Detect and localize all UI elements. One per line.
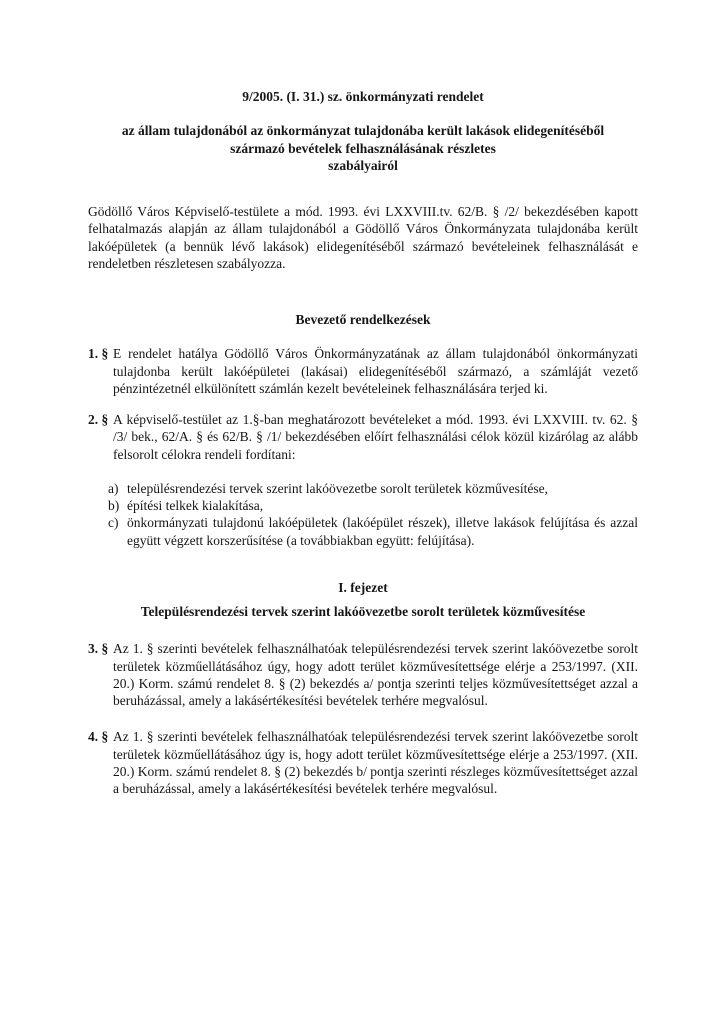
paragraph-text: Az 1. § szerinti bevételek felhasználhatóak településrendezési tervek szerint lakóövezetbe sorolt területek közműellátásához úgy, hogy adott terület közművesítettsége elérje a 253/1997. (XII. 20.) Korm. számú rendelet 8. § (2) bekezdés a/ pontja szerinti teljes közművesítettséget azzal a beruházással, amely a lakásértékesítési bevételek terhére megvalósul. <box>113 641 638 708</box>
section-heading-bevezeto: Bevezető rendelkezések <box>295 312 431 327</box>
law-paragraph-2 <box>88 411 638 463</box>
goal-marker: a) <box>108 480 119 496</box>
paragraph-marker: 2. § <box>88 412 109 427</box>
document-subtitle <box>88 122 638 174</box>
goal-text: településrendezési tervek szerint lakóövezetbe sorolt területek közművesítése, <box>127 480 548 496</box>
law-paragraph-1 <box>88 345 638 397</box>
paragraph-marker: 3. § <box>88 641 109 657</box>
goal-marker: b) <box>108 498 120 513</box>
usage-goal-list <box>88 480 638 549</box>
subtitle-line: az állam tulajdonából az önkormányzat tulajdonába került lakások elidegenítéséből <box>121 123 605 139</box>
paragraph-text: E rendelet hatálya Gödöllő Város Önkormányzatának az állam tulajdonából önkormányzati tulajdonba került lakóépületei (lakásai) elidegenítéséből származó, a számláját vezető pénzintézetnél elkülönített számlán kezelt bevételeinek felhasználására terjed ki. <box>113 346 638 396</box>
goal-marker: c) <box>108 515 119 531</box>
intro-paragraph: Gödöllő Város Képviselő-testülete a mód. 1993. évi LXXVIII.tv. 62/B. § /2/ bekezdésében kapott felhatalmazás alapján az állam tulajdonából a Gödöllő Város Önkormányzata tulajdonába került lakóépületek (a bennük lévő lakások) elidegenítéséből származó bevételeinek felhasználását e rendeletben részletesen szabályozza. <box>88 204 638 271</box>
paragraph-marker: 1. § <box>88 346 109 362</box>
chapter-number-heading: I. fejezet <box>338 579 388 595</box>
law-paragraph-4 <box>88 728 638 797</box>
paragraph-text: Az 1. § szerinti bevételek felhasználhatóak településrendezési tervek szerint lakóövezetbe sorolt területek közműellátásához úgy is, hogy adott terület közművesítettsége elérje a 253/1997. (XII. 20.) Korm. számú rendelet 8. § (2) bekezdés b/ pontja szerinti részleges közművesítettséget azzal a beruházással, amely a lakásértékesítési bevételek terhére megvalósul. <box>113 729 638 796</box>
subtitle-line: szabályairól <box>328 157 398 173</box>
chapter-title-heading: Településrendezési tervek szerint lakóövezetbe sorolt területek közművesítése <box>140 604 586 619</box>
usage-goal-b <box>88 497 638 514</box>
usage-goal-a <box>88 480 638 497</box>
document-title: 9/2005. (I. 31.) sz. önkormányzati rendelet <box>242 89 484 104</box>
usage-goal-c <box>88 514 638 549</box>
law-paragraph-3 <box>88 640 638 709</box>
paragraph-marker: 4. § <box>88 729 109 745</box>
subtitle-line: származó bevételek felhasználásának részletes <box>230 140 496 156</box>
goal-text: építési telkek kialakítása, <box>127 498 264 513</box>
paragraph-text: A képviselő-testület az 1.§-ban meghatározott bevételeket a mód. 1993. évi LXXVIII. tv. 62. § /3/ bek., 62/A. § és 62/B. § /1/ bekezdésében előírt felhasználási célok közül kizárólag az alább felsorolt célokra rendeli fordítani: <box>113 412 638 462</box>
goal-text: önkormányzati tulajdonú lakóépületek (lakóépület részek), illetve lakások felújítása és azzal együtt végzett korszerűsítése (a továbbiakban együtt: felújítása). <box>127 515 638 548</box>
